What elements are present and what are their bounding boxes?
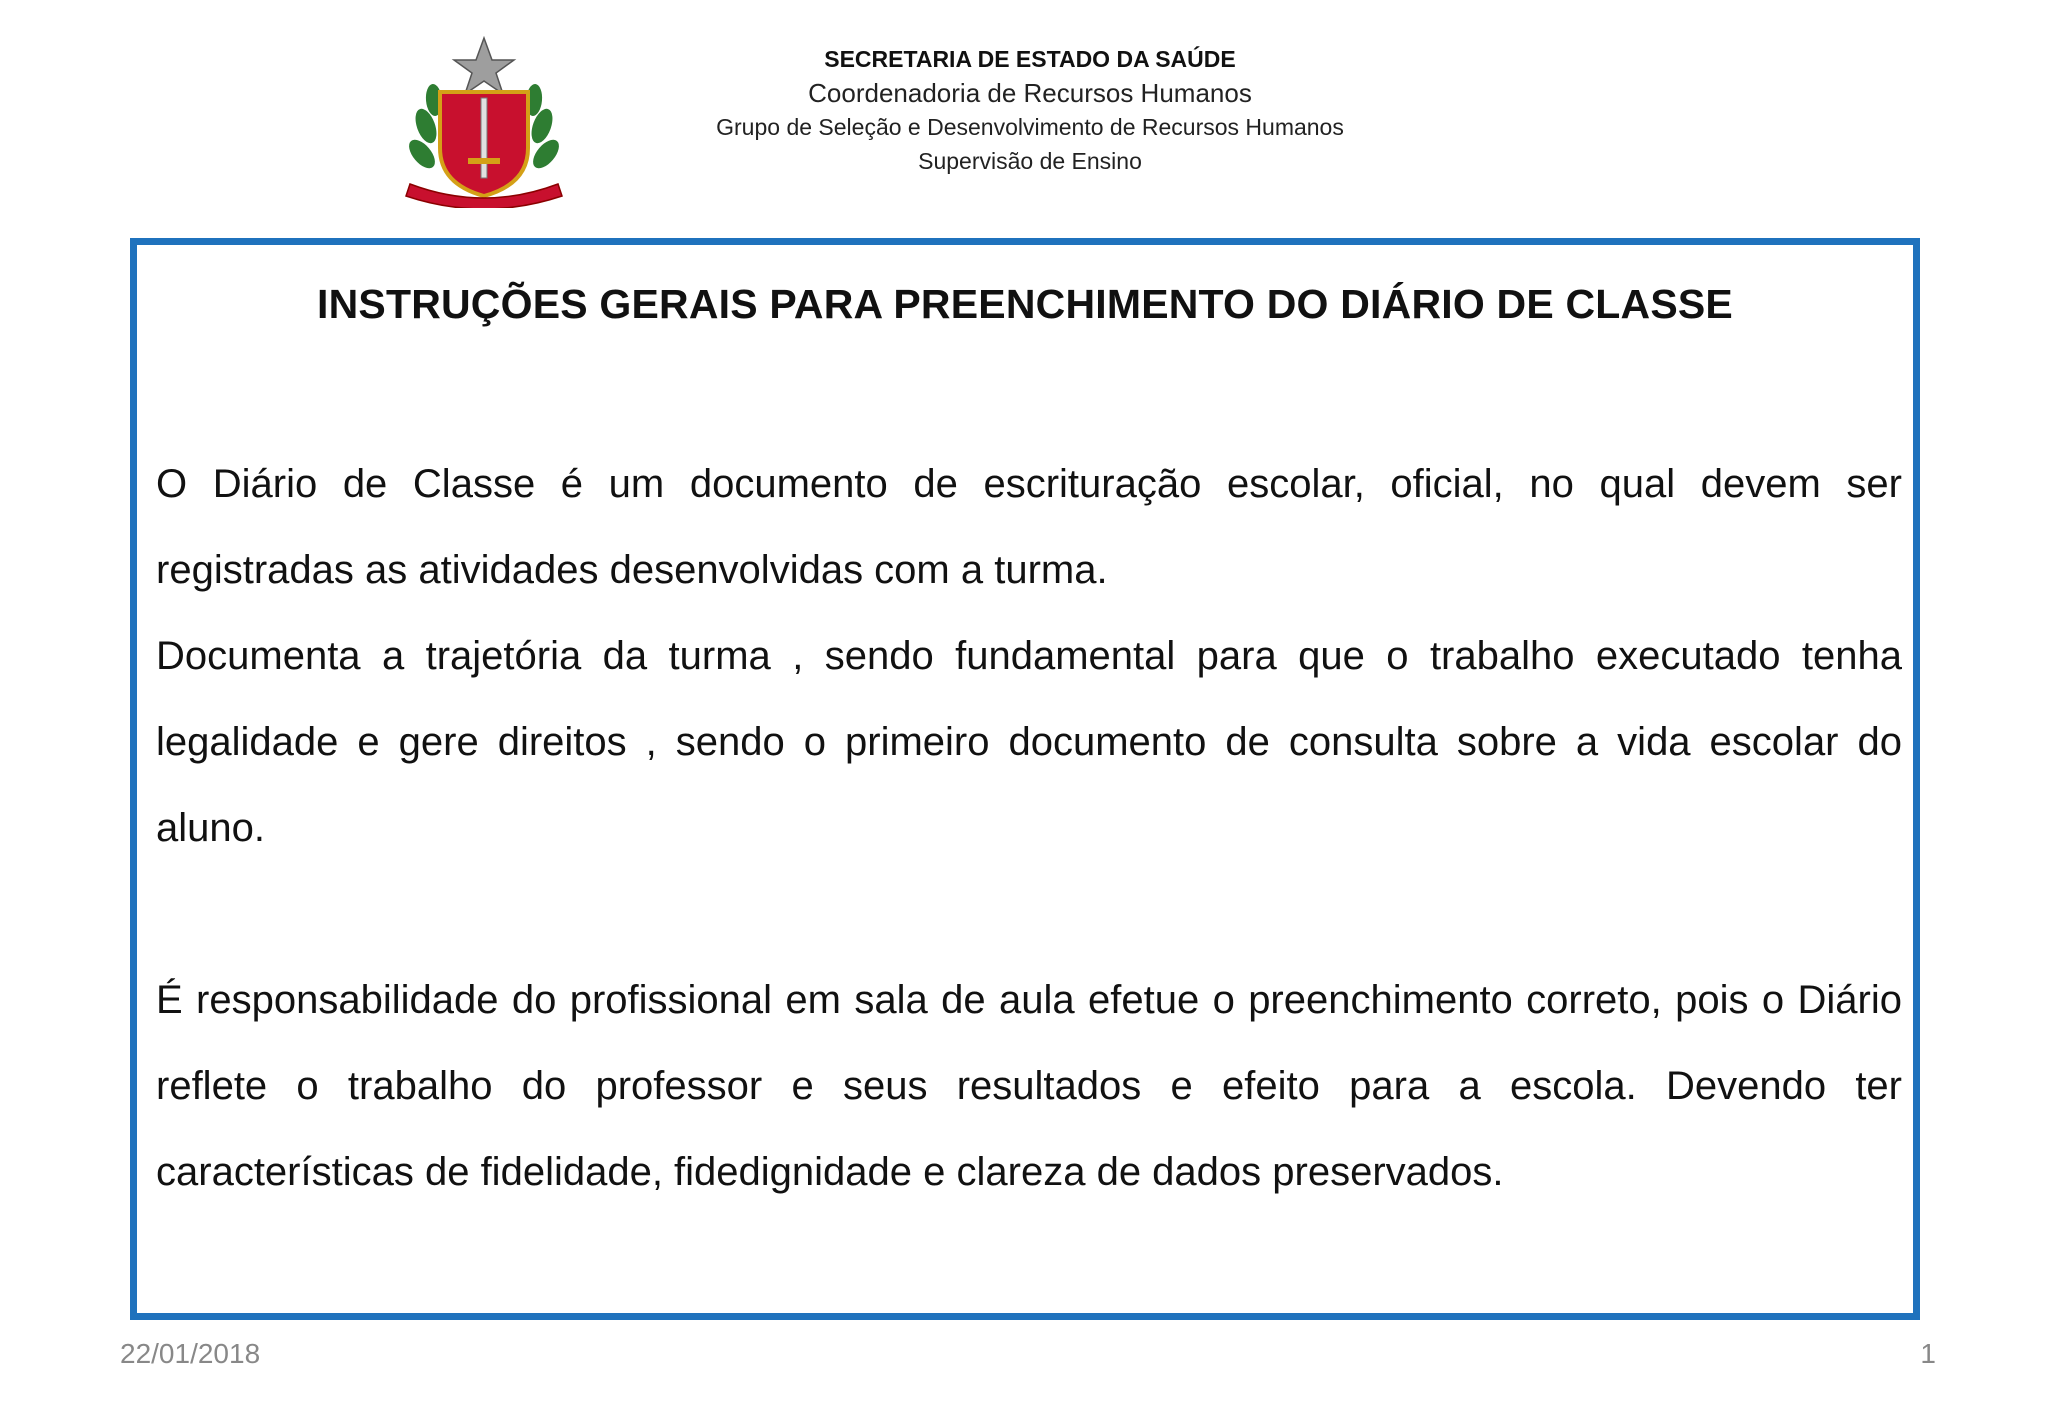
intro-paragraph (156, 441, 1902, 871)
header-text-block (630, 42, 1430, 178)
group-name: Grupo de Seleção e Desenvolvimento de Recursos Humanos (716, 114, 1344, 140)
footer-date: 22/01/2018 (120, 1338, 261, 1369)
unit-name: Supervisão de Ensino (918, 148, 1142, 174)
page-number: 1 (1920, 1338, 1936, 1369)
department-name: Coordenadoria de Recursos Humanos (808, 78, 1252, 108)
content-frame (130, 238, 1920, 1320)
paragraph-purpose: Documenta a trajetória da turma , sendo fundamental para que o trabalho executado tenha legalidade e gere direitos , sendo o primeiro documento de consulta sobre a vida escolar do aluno. (156, 634, 1902, 850)
sao-paulo-coat-of-arms-icon (404, 36, 564, 208)
responsibility-paragraph: É responsabilidade do profissional em sala de aula efetue o preenchimento correto, pois o Diário reflete o trabalho do professor e seus resultados e efeito para a escola. Devendo ter características de fidelidade, fidedignidade e clareza de dados preservados. (156, 978, 1902, 1194)
document-title: INSTRUÇÕES GERAIS PARA PREENCHIMENTO DO DIÁRIO DE CLASSE (317, 281, 1733, 327)
organization-name: SECRETARIA DE ESTADO DA SAÚDE (824, 46, 1236, 72)
slide-header (0, 0, 2048, 230)
paragraph-definition: O Diário de Classe é um documento de escrituração escolar, oficial, no qual devem ser registradas as atividades desenvolvidas com a turma. (156, 462, 1902, 592)
